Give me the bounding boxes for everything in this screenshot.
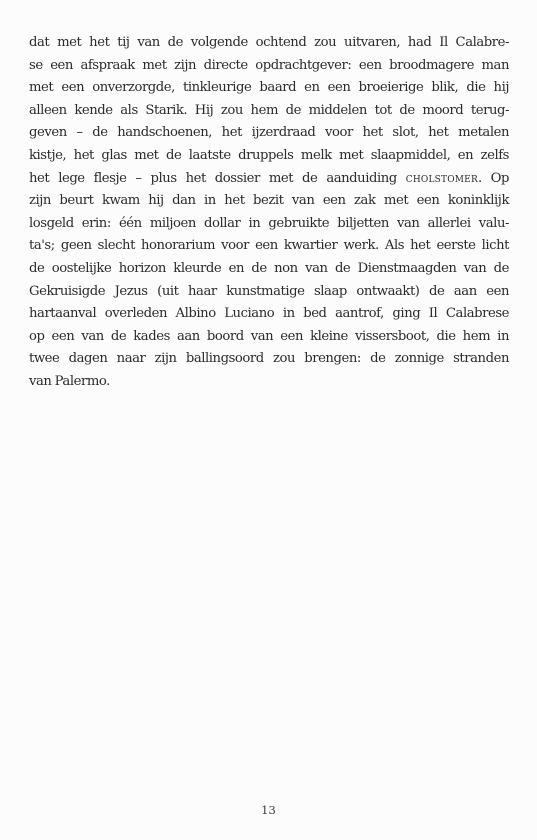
text-line: losgeld erin: één miljoen dollar in gebruikte biljetten van allerlei valu- xyxy=(29,215,509,231)
text-line: kistje, het glas met de laatste druppels melk met slaapmiddel, en zelfs xyxy=(29,147,509,163)
text-line: ta's; geen slecht honorarium voor een kwartier werk. Als het eerste licht xyxy=(29,238,509,254)
text-fragment: het lege flesje – plus het dossier met de aanduiding xyxy=(29,170,406,186)
text-line: zijn beurt kwam hij dan in het bezit van een zak met een koninklijk xyxy=(29,193,509,209)
dossier-name: cholstomer xyxy=(405,170,478,186)
text-line: geven – de handschoenen, het ijzerdraad voor het slot, het metalen xyxy=(29,125,509,141)
body-text xyxy=(29,32,509,394)
text-line: se een afspraak met zijn directe opdrachtgever: een broodmagere man xyxy=(29,57,509,73)
text-line: twee dagen naar zijn ballingsoord zou brengen: de zonnige stranden xyxy=(29,351,509,367)
text-line: hartaanval overleden Albino Luciano in bed aantrof, ging Il Calabrese xyxy=(29,306,509,322)
text-line-with-dossier xyxy=(29,168,509,191)
text-line: op een van de kades aan boord van een kleine vissersboot, die hem in xyxy=(29,328,509,344)
text-line: met een onverzorgde, tinkleurige baard en een broeierige blik, die hij xyxy=(29,80,509,96)
text-fragment: . Op xyxy=(477,170,509,186)
text-line: dat met het tij van de volgende ochtend zou uitvaren, had Il Calabre- xyxy=(29,35,509,50)
text-line: alleen kende als Starik. Hij zou hem de middelen tot de moord terug- xyxy=(29,102,509,118)
text-line: Gekruisigde Jezus (uit haar kunstmatige slaap ontwaakt) de aan een xyxy=(29,283,509,299)
page-number: 13 xyxy=(261,803,276,817)
text-line: van Palermo. xyxy=(29,373,110,389)
text-line: de oostelijke horizon kleurde en de non van de Dienstmaagden van de xyxy=(29,260,509,276)
